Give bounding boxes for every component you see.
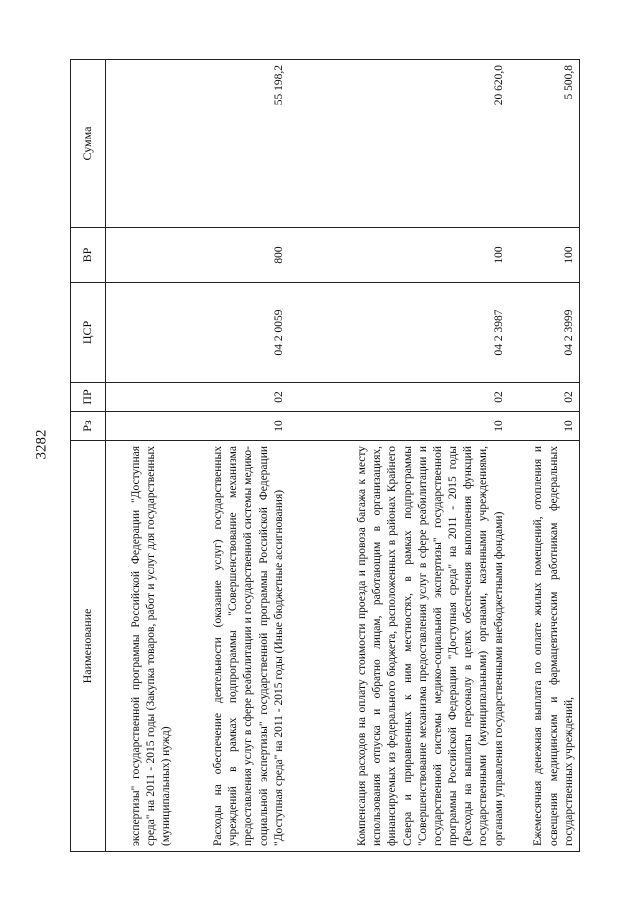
row-name: Компенсация расходов на оплату стоимости проезда и провоза багажа к месту использования отпуска и обратно лицам, работающим в организациях, финансируемых из федерального бюджета, расположенных в районах Крайнего Севера и приравненных к ним местностях, в рамках подпрограммы "Совершенствование механизма предоставления услуг в сфере реабилитации и государственной системы медико-социальной экспертизы" государственной программы Российской Федерации "Доступная среда" на 2011 - 2015 годы (Расходы на выплаты персоналу в целях обеспечения выполнения функций государственными (муниципальными) органами, казенными учреждениями, органами управления государственными внебюджетными фондами) <box>289 441 509 852</box>
row-name: экспертизы" государственной программы Российской Федерации "Доступная среда" на 2011 - 2015 годы (Закупка товаров, работ и услуг для государственных (муниципальных) нужд) <box>106 441 177 852</box>
row-sum: 55 198,2 <box>176 60 289 228</box>
row-vr: 800 <box>176 228 289 283</box>
row-sum: 5 500,8 <box>509 60 580 228</box>
row-vr <box>106 228 177 283</box>
table-row <box>509 60 580 852</box>
row-vr: 100 <box>289 228 509 283</box>
row-rz: 10 <box>289 412 509 441</box>
budget-table <box>70 59 580 852</box>
rotated-table-wrapper <box>70 60 580 852</box>
row-pr: 02 <box>289 383 509 412</box>
row-pr: 02 <box>176 383 289 412</box>
row-csr <box>106 283 177 383</box>
table-row <box>289 60 509 852</box>
table-header-row <box>71 60 106 852</box>
row-name: Расходы на обеспечение деятельности (оказание услуг) государственных учреждений в рамках подпрограммы "Совершенствование механизма предоставления услуг в сфере реабилитации и государственной системы медико-социальной экспертизы" государственной программы Российской Федерации "Доступная среда" на 2011 - 2015 годы (Иные бюджетные ассигнования) <box>176 441 289 852</box>
row-csr: 04 2 0059 <box>176 283 289 383</box>
row-vr: 100 <box>509 228 580 283</box>
header-sum: Сумма <box>71 60 106 228</box>
row-sum: 20 620,0 <box>289 60 509 228</box>
header-pr: ПР <box>71 383 106 412</box>
row-rz <box>106 412 177 441</box>
header-vr: ВР <box>71 228 106 283</box>
table-row <box>106 60 177 852</box>
row-pr: 02 <box>509 383 580 412</box>
row-rz: 10 <box>509 412 580 441</box>
header-csr: ЦСР <box>71 283 106 383</box>
row-csr: 04 2 3999 <box>509 283 580 383</box>
row-name: Ежемесячная денежная выплата по оплате жилых помещений, отопления и освещения медицинским и фармацевтическим работникам федеральных государственных учреждений, <box>509 441 580 852</box>
row-pr <box>106 383 177 412</box>
row-rz: 10 <box>176 412 289 441</box>
header-rz: Рз <box>71 412 106 441</box>
page-number: 3282 <box>33 429 50 460</box>
table-row <box>176 60 289 852</box>
row-csr: 04 2 3987 <box>289 283 509 383</box>
header-name: Наименование <box>71 441 106 852</box>
row-sum <box>106 60 177 228</box>
